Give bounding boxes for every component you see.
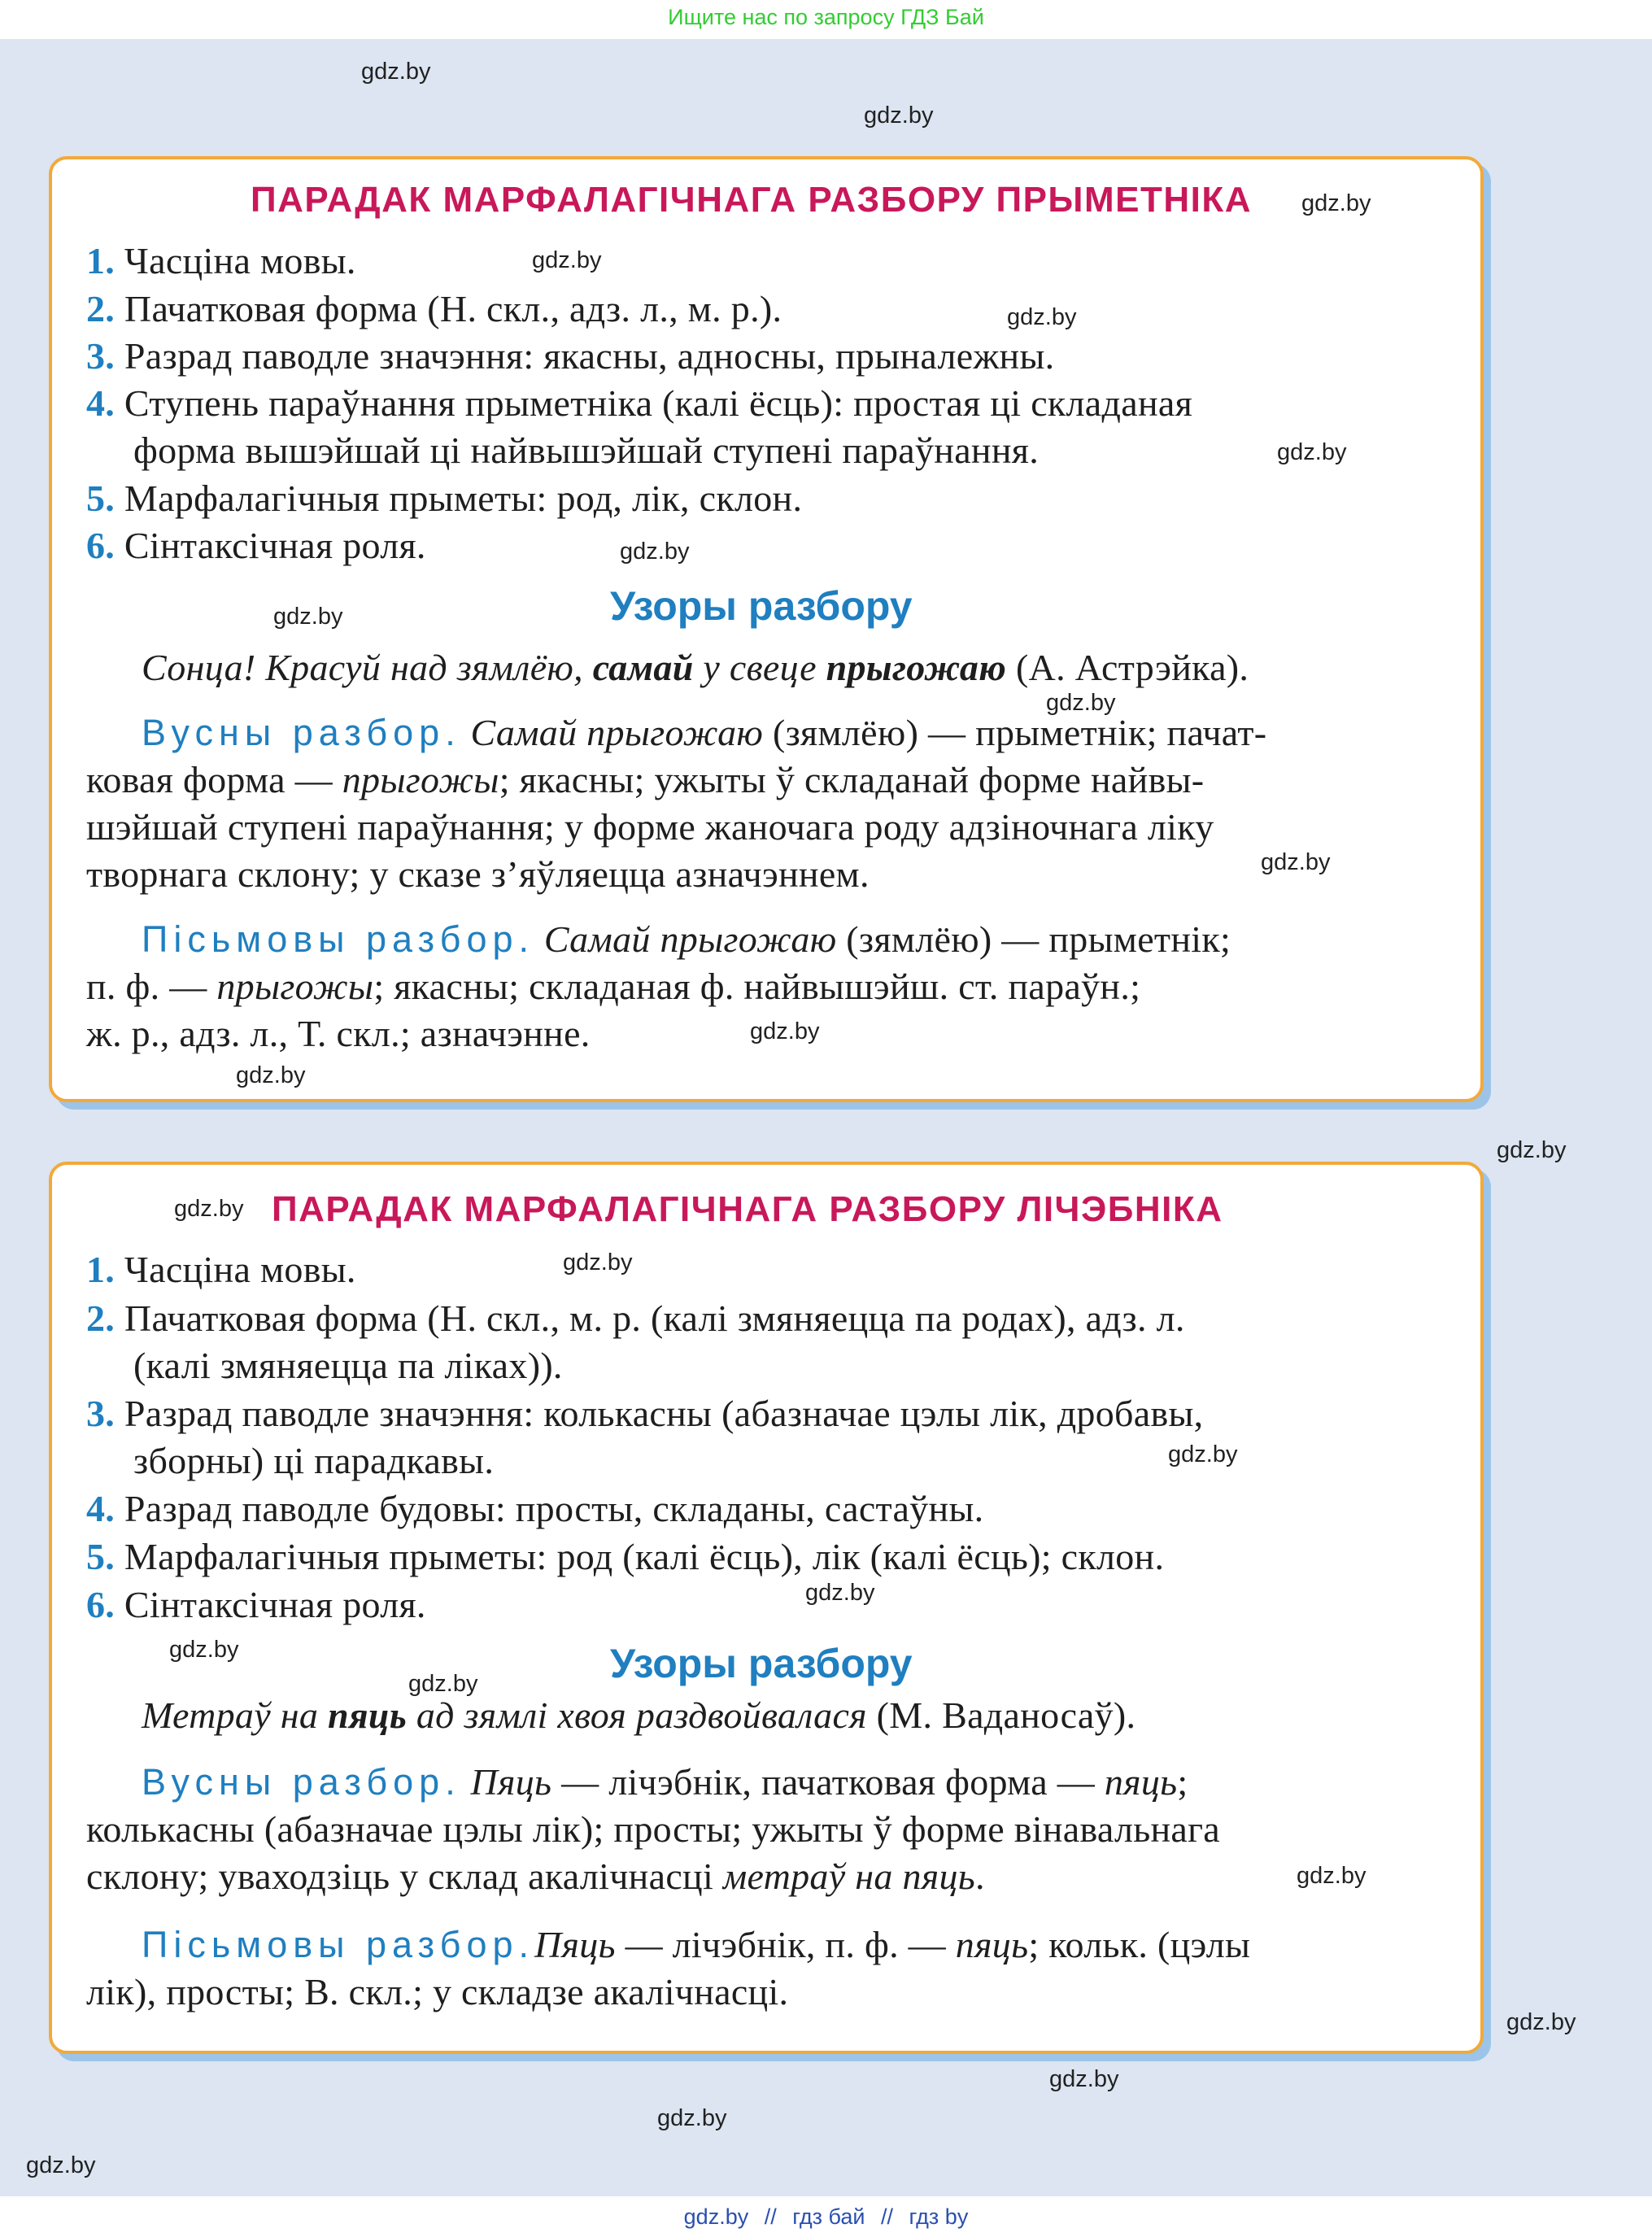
list-item-continued: зборны) ці парадкавы. <box>133 1440 495 1481</box>
list-item: 4. Разрад паводле будовы: просты, складаны, састаўны. <box>86 1488 984 1529</box>
watermark: gdz.by <box>1261 849 1331 875</box>
watermark: gdz.by <box>620 539 690 565</box>
oral-analysis-line: ковая форма — прыгожы; якасны; ужыты ў складанай форме найвы- <box>86 759 1205 800</box>
watermark: gdz.by <box>864 102 934 129</box>
watermark: gdz.by <box>1007 304 1077 330</box>
watermark: gdz.by <box>1168 1441 1238 1467</box>
samples-title: Узоры разбору <box>610 1641 913 1686</box>
footer-link[interactable]: гдз бай <box>792 2204 865 2229</box>
example-sentence: Сонца! Красуй над зямлёю, самай у свеце прыгожаю (А. Астрэйка). <box>142 647 1249 688</box>
samples-title: Узоры разбору <box>610 583 913 629</box>
watermark: gdz.by <box>532 247 602 273</box>
written-analysis-line: лік), просты; В. скл.; у складзе акалічнасці. <box>86 1971 789 2012</box>
written-analysis-line: п. ф. — прыгожы; якасны; складаная ф. найвышэйш. ст. параўн.; <box>86 966 1141 1007</box>
list-item: 1. Часціна мовы. <box>86 240 356 281</box>
list-item-continued: форма вышэйшай ці найвышэйшай ступені параўнання. <box>133 430 1040 471</box>
list-item: 6. Сінтаксічная роля. <box>86 1584 426 1625</box>
numeral-heading: ПАРАДАК МАРФАЛАГІЧНАГА РАЗБОРУ ЛІЧЭБНІКА <box>272 1189 1223 1229</box>
watermark: gdz.by <box>26 2152 96 2178</box>
list-item-continued: (калі змяняецца па ліках)). <box>133 1345 563 1386</box>
list-item: 2. Пачатковая форма (Н. скл., адз. л., м. р.). <box>86 288 782 329</box>
written-analysis-line: ж. р., адз. л., Т. скл.; азначэнне. <box>86 1013 591 1054</box>
list-item: 6. Сінтаксічная роля. <box>86 525 426 566</box>
adjective-heading: ПАРАДАК МАРФАЛАГІЧНАГА РАЗБОРУ ПРЫМЕТНІКА <box>251 180 1253 220</box>
watermark: gdz.by <box>657 2105 727 2131</box>
list-item: 3. Разрад паводле значэння: колькасны (абазначае цэлы лік, дробавы, <box>86 1393 1204 1434</box>
oral-analysis-line: склону; уваходзіць у склад акалічнасці метраў на пяць. <box>86 1855 985 1897</box>
list-item: 3. Разрад паводле значэння: якасны, адносны, прыналежны. <box>86 335 1055 377</box>
written-analysis: Пісьмовы разбор. Самай прыгожаю (зямлёю) — прыметнік; <box>142 918 1231 960</box>
watermark: gdz.by <box>361 59 431 85</box>
watermark: gdz.by <box>1506 2009 1576 2035</box>
list-item: 5. Марфалагічныя прыметы: род (калі ёсць), лік (калі ёсць); склон. <box>86 1536 1165 1577</box>
watermark: gdz.by <box>1497 1137 1567 1163</box>
written-analysis: Пісьмовы разбор.Пяць — лічэбнік, п. ф. — пяць; кольк. (цэлы <box>142 1924 1251 1965</box>
list-item: 1. Часціна мовы. <box>86 1249 356 1290</box>
watermark: gdz.by <box>563 1249 633 1275</box>
footer-separator: // <box>881 2204 894 2229</box>
oral-analysis-line: шэйшай ступені параўнання; у форме жаночага роду адзіночнага ліку <box>86 806 1214 848</box>
list-item: 2. Пачатковая форма (Н. скл., м. р. (калі змяняецца па родах), адз. л. <box>86 1297 1185 1339</box>
oral-analysis-line: колькасны (абазначае цэлы лік); просты; ужыты ў форме вінавальнага <box>86 1808 1221 1850</box>
example-sentence: Метраў на пяць ад зямлі хвоя раздвойвалася (М. Ваданосаў). <box>142 1694 1136 1736</box>
watermark: gdz.by <box>750 1018 820 1044</box>
list-item: 5. Марфалагічныя прыметы: род, лік, склон. <box>86 477 803 519</box>
watermark: gdz.by <box>1301 190 1371 216</box>
footer-separator: // <box>764 2204 777 2229</box>
watermark: gdz.by <box>273 604 343 630</box>
watermark: gdz.by <box>1046 690 1116 716</box>
footer-link[interactable]: гдз by <box>909 2204 969 2229</box>
footer-link[interactable]: gdz.by <box>683 2204 749 2229</box>
watermark: gdz.by <box>1049 2066 1119 2092</box>
adjective-analysis-card <box>49 156 1484 1102</box>
footer-links <box>0 2196 1652 2237</box>
list-item: 4. Ступень параўнання прыметніка (калі ёсць): простая ці складаная <box>86 382 1193 424</box>
watermark: gdz.by <box>1297 1863 1366 1889</box>
watermark: gdz.by <box>174 1196 244 1222</box>
top-banner[interactable]: Ищите нас по запросу ГДЗ Бай <box>0 0 1652 39</box>
oral-analysis: Вусны разбор. Самай прыгожаю (зямлёю) — прыметнік; пачат- <box>142 712 1267 753</box>
watermark: gdz.by <box>805 1580 875 1606</box>
numeral-analysis-card <box>49 1162 1484 2054</box>
oral-analysis-line: творнага склону; у сказе з’яўляецца азначэннем. <box>86 853 870 895</box>
watermark: gdz.by <box>408 1671 478 1697</box>
watermark: gdz.by <box>1277 439 1347 465</box>
oral-analysis: Вусны разбор. Пяць — лічэбнік, пачатковая форма — пяць; <box>142 1761 1188 1803</box>
watermark: gdz.by <box>236 1062 306 1088</box>
watermark: gdz.by <box>169 1637 239 1663</box>
